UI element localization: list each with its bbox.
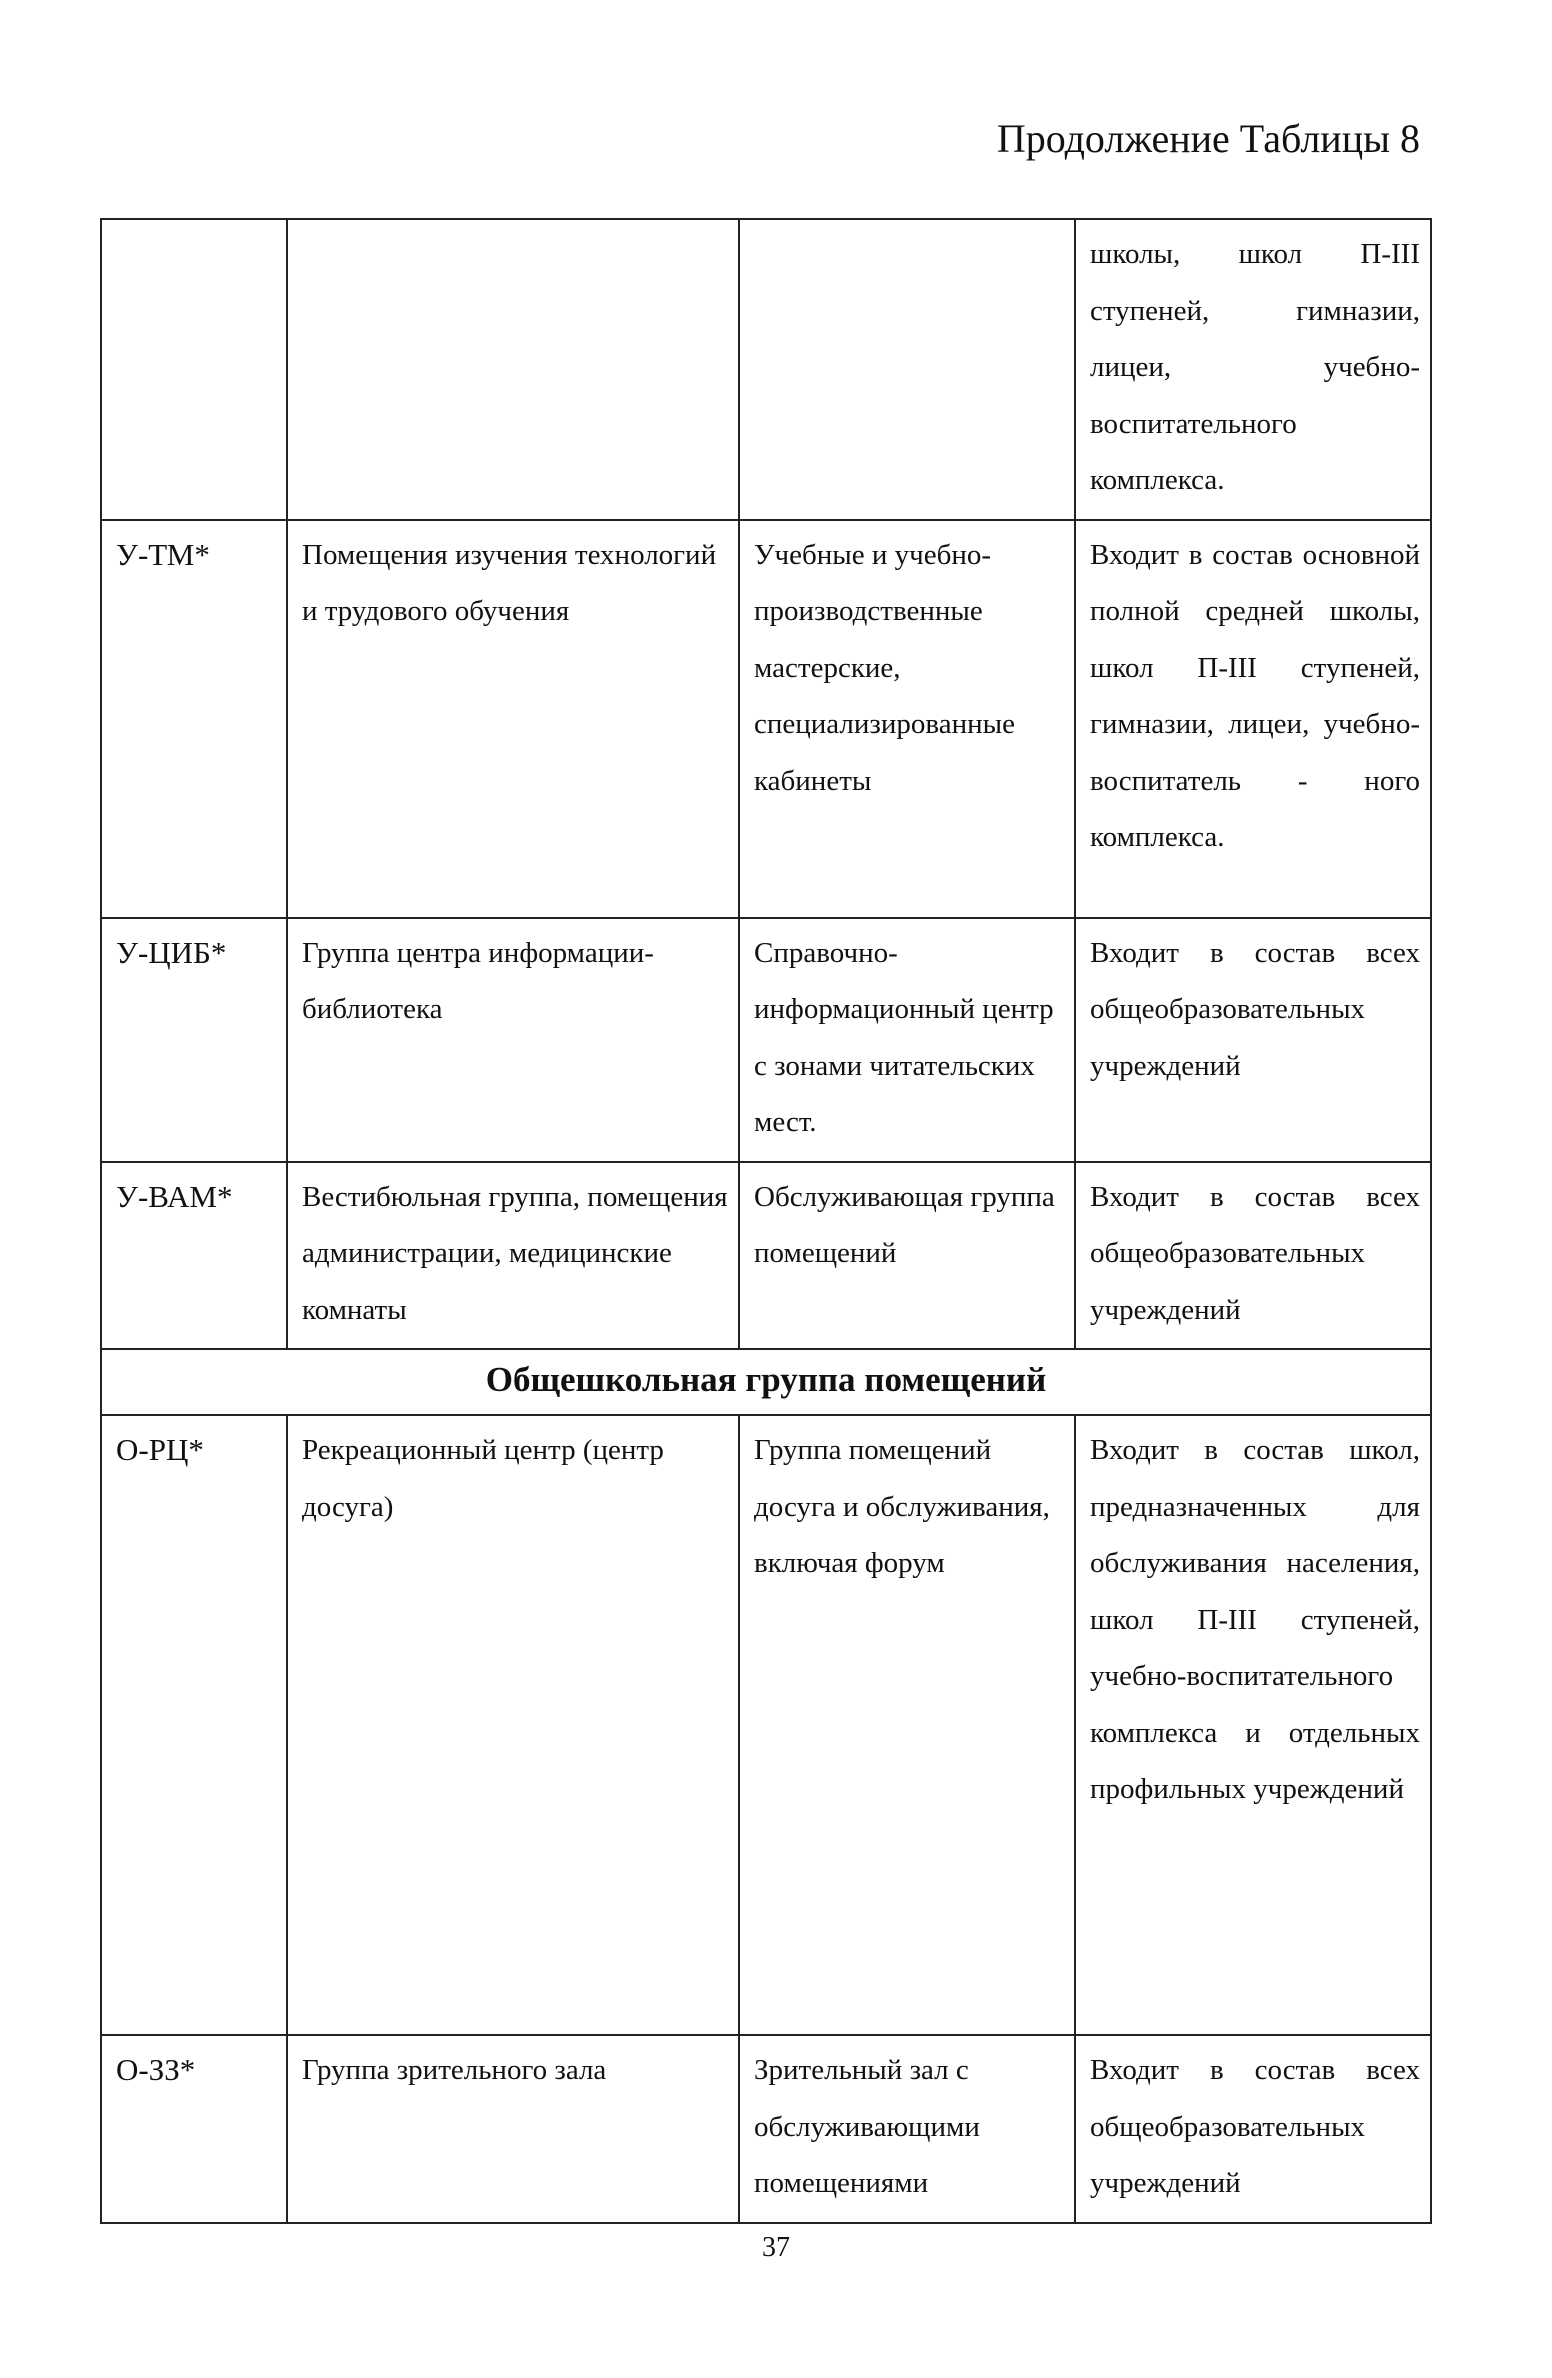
code-cell bbox=[101, 219, 287, 520]
code-cell: О-РЦ* bbox=[101, 1415, 287, 2035]
code-cell: О-ЗЗ* bbox=[101, 2035, 287, 2223]
code-cell: У-ЦИБ* bbox=[101, 918, 287, 1162]
group-header-row bbox=[101, 1349, 1431, 1415]
code-cell: У-ВАМ* bbox=[101, 1162, 287, 1350]
name-cell: Рекреационный центр (центр досуга) bbox=[287, 1415, 739, 2035]
type-cell: Группа помещений досуга и обслуживания, включая форум bbox=[739, 1415, 1075, 2035]
table-row bbox=[101, 1415, 1431, 2035]
table-row bbox=[101, 219, 1431, 520]
name-cell: Группа зрительного зала bbox=[287, 2035, 739, 2223]
table-row bbox=[101, 520, 1431, 918]
code-cell: У-ТМ* bbox=[101, 520, 287, 918]
desc-cell: Входит в состав основной полной средней школы, школ П-III ступеней, гимназии, лицеи, учебно-воспитатель - ного комплекса. bbox=[1075, 520, 1431, 918]
rooms-table bbox=[100, 218, 1432, 2224]
name-cell bbox=[287, 219, 739, 520]
type-cell: Обслуживающая группа помещений bbox=[739, 1162, 1075, 1350]
desc-cell: школы, школ П-III ступеней, гимназии, лицеи, учебно-воспитательного комплекса. bbox=[1075, 219, 1431, 520]
table-row bbox=[101, 918, 1431, 1162]
desc-cell: Входит в состав всех общеобразовательных учреждений bbox=[1075, 2035, 1431, 2223]
type-cell bbox=[739, 219, 1075, 520]
page-header: Продолжение Таблицы 8 bbox=[996, 116, 1420, 161]
table-row bbox=[101, 1162, 1431, 1350]
type-cell: Учебные и учебно-производственные мастерские, специализированные кабинеты bbox=[739, 520, 1075, 918]
name-cell: Помещения изучения технологий и трудового обучения bbox=[287, 520, 739, 918]
name-cell: Группа центра информации-библиотека bbox=[287, 918, 739, 1162]
type-cell: Справочно-информационный центр с зонами читательских мест. bbox=[739, 918, 1075, 1162]
type-cell: Зрительный зал с обслуживающими помещениями bbox=[739, 2035, 1075, 2223]
name-cell: Вестибюльная группа, помещения администрации, медицинские комнаты bbox=[287, 1162, 739, 1350]
table-row bbox=[101, 2035, 1431, 2223]
desc-cell: Входит в состав школ, предназначенных для обслуживания населения, школ П-III ступеней, учебно-воспитательного комплекса и отдельных профильных учреждений bbox=[1075, 1415, 1431, 2035]
group-header: Общешкольная группа помещений bbox=[101, 1349, 1431, 1415]
desc-cell: Входит в состав всех общеобразовательных учреждений bbox=[1075, 1162, 1431, 1350]
page-number: 37 bbox=[762, 2232, 790, 2263]
desc-cell: Входит в состав всех общеобразовательных учреждений bbox=[1075, 918, 1431, 1162]
